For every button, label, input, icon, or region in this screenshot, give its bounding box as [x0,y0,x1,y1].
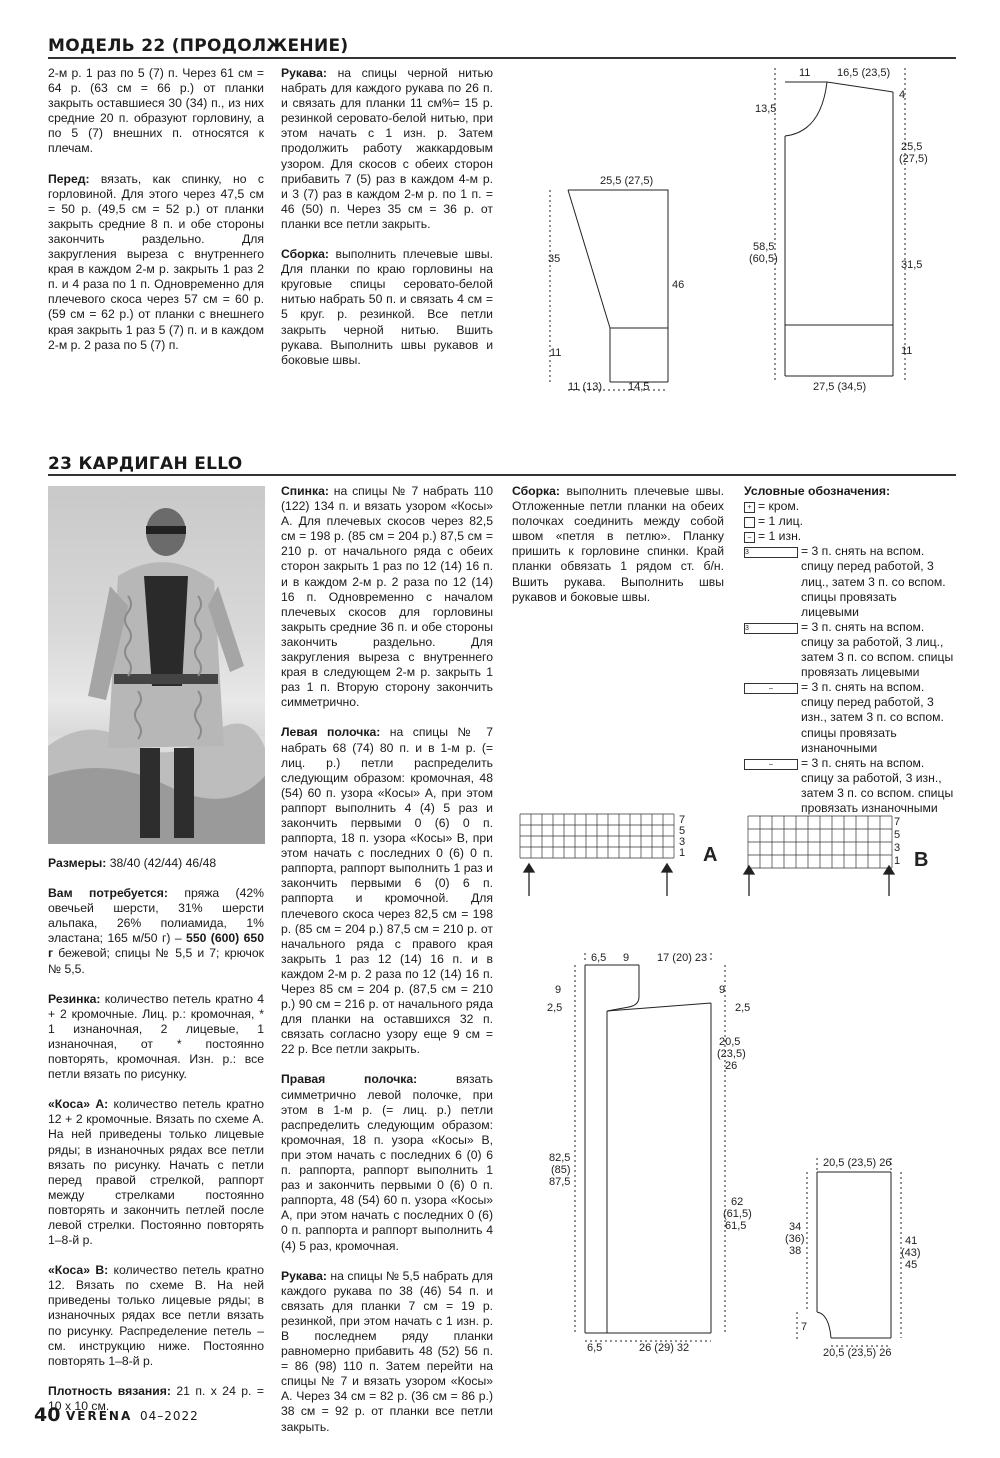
dim: 61,5 [725,1220,747,1232]
chart-a [510,810,725,900]
divider [48,57,956,59]
dim: (36) [785,1233,805,1245]
right-front-paragraph [281,1072,493,1253]
chart-b [740,810,940,900]
cable-front-knit-icon: 3 [744,547,798,558]
sleeves-label: Рукава: [281,66,327,80]
sizes-paragraph [48,856,264,871]
sleeves-paragraph [281,66,493,232]
legend-text: = 3 п. снять на вспом. спицу за работой, 3 лиц., затем 3 п. со вспом. спицы провязать лицевыми [801,619,954,680]
sleeves-text: на спицы черной нитью набрать для каждого рукава по 26 п. и связать для планки 11 см%= 15 р. резинкой серовато-белой нитью, при этом начать с 1 изн. р. Затем продолжить работу жаккардовым узором. Для скосов с обеих сторон прибавить 7 (5) раз в каждом 4-м р. и 3 (7) раз в каждом 2-м р. по 1 п. = 46 (50) п. Через 35 см = 36 р. от планки все петли закрыть. [281,66,493,231]
cableB-label: «Коса» В: [48,1263,109,1278]
dim: 7 [801,1321,808,1333]
front-paragraph [48,172,264,353]
dim: 9 [719,984,726,996]
dim-top-b: 16,5 (23,5) [837,67,891,79]
legend-text: = 3 п. снять на вспом. спицу перед работой, 3 изн., затем 3 п. со вспом. спицы провязать изнаночными [801,680,944,755]
dim: 82,5 [549,1152,571,1164]
dim: 41 [905,1235,918,1247]
gauge-label: Плотность вязания: [48,1383,171,1398]
need-label: Вам потребуется: [48,886,168,901]
assembly-text: выполнить плечевые швы. Отложенные петли планки на обеих полочках соединить между собой швом «петля в петлю». Планку пришить к горловине спинки. Край планки обвязать 1 рядом ст. б/н. Вшить рукава. Выполнить швы рукавов и боковые швы. [512,484,724,604]
cable-back-knit-icon: 3 [744,623,798,634]
row-label: 1 [894,855,901,867]
chart-a-label: A [703,844,718,866]
legend-item [744,680,956,755]
edge-stitch-icon: + [744,502,755,513]
dim: 17 (20) 23 [657,952,708,964]
assembly-text: выполнить плечевые швы. Для планки по краю горловины на круговые спицы серовато-белой нитью набрать 50 п. и связать 4 см = 5 круг. р. резинкой. Все петли закрыть черной нитью. Вшить рукава. Выполнить швы рукавов и боковые швы. [281,247,493,367]
legend-text: = 1 лиц. [758,514,803,529]
cable-front-purl-icon: – [744,683,798,694]
assembly-paragraph [512,484,724,605]
left-front-label: Левая полочка: [281,725,381,740]
model23-front-schematic [535,945,765,1365]
rib-label: Резинка: [48,991,101,1006]
legend-title: Условные обозначения: [744,484,891,498]
back-paragraph [281,484,493,710]
row-label: 5 [679,825,686,837]
dim: 87,5 [549,1176,571,1188]
dim: 20,5 (23,5) 26 [823,1347,892,1359]
photo-illustration [48,486,265,844]
dim-width: 27,5 (34,5) [813,381,867,393]
right-front-text: вязать симметрично левой полочке, при этом в 1-м р. (= лиц. р.) петли распределить следующим образом: кромочная, 18 п. узора «Косы» В, при этом начать с последних 6 (0) 6 п. раппорта, раппорт выполнить 1 раз и закончить первыми 0 (6) 0 п. раппорта, 48 (54) 60 п. узора «Косы» А, при этом начать с последних 0 (6) 0 п. раппорта и раппорт выполнить 4 (4) 5 раз, кромочная. [281,1072,493,1253]
cableA-paragraph [48,1097,264,1248]
row-label: 5 [894,829,901,841]
need-text: пряжа (42% овечьей шерсти, 31% шерсти альпака, 26% полиамида, 1% эластана; 165 м/50 г) – [48,886,264,946]
divider [48,474,956,476]
rib-text: количество петель кратно 4 + 2 кромочные. Лиц. р.: кромочная, * 1 изнаночная, 2 лицевые, 1 изнаночная, от * постоянно повторять, кромочная. Изн. р.: все петли вязать по рисунку. [48,991,264,1082]
legend-item [744,529,956,544]
legend-item [744,756,956,816]
model22-col1 [48,66,264,368]
dim-mid: 31,5 [901,259,923,271]
legend-item [744,544,956,619]
dim: 26 [725,1060,738,1072]
model-photo [48,486,265,844]
model23-col1 [48,856,264,1429]
dim-bottom-a: 11 (13) [568,381,603,393]
cableB-text: количество петель кратно 12. Вязать по схеме В. На ней приведены только лицевые ряды; в изнаночных рядах все петли вязать по рисунку. Распределение петель – см. инструкцию ниже. Постоянно повторять 1–8-й р. [48,1263,264,1368]
dim: 20,5 [719,1036,741,1048]
row-label: 1 [679,847,686,859]
purl-stitch-icon: – [744,532,755,543]
dim: 6,5 [591,952,607,964]
rib-paragraph [48,992,264,1083]
sleeve-outline [568,190,668,328]
cable-back-purl-icon: – [744,759,798,770]
back-text: на спицы № 7 набрать 110 (122) 134 п. и вязать узором «Косы» А. Для плечевых скосов через 82,5 см = 198 р. (85 см = 204 р.) 87,5 см = 210 р. от начального ряда с обеих сторон закрыть 1 раз по 12 (14) 16 п. и в каждом 2-м р. 2 раза по 12 (14) 16 п. Одновременно с началом плечевых скосов для горловины закрыть средние 36 п. и обе стороны закончить раздельно. Для закругления выреза с внутреннего края в следующем 2-м р. закрыть 1 раз 1 п. Вторую сторону закончить симметрично. [281,484,493,710]
chart-b-label: B [914,849,929,871]
model22-sleeve-schematic [520,170,700,400]
left-front-paragraph [281,725,493,1057]
legend-item [744,499,956,514]
right-front-label: Правая полочка: [281,1072,418,1087]
legend-item [744,620,956,680]
dim: 34 [789,1221,802,1233]
dim-upper: 25,5 [901,141,923,153]
dim-bottom-b: 14,5 [628,381,650,393]
need-text2: бежевой; спицы № 5,5 и 7; крючок № 5,5. [48,946,264,976]
row-label: 3 [894,842,901,854]
front-text: вязать, как спинку, но с горловиной. Для этого через 47,5 см = 50 р. (49,5 см = 52 р.) от планки закрыть средние 8 п. и обе стороны закончить раздельно. Для закругления выреза с внутреннего края в каждом 2-м р. закрыть 1 раз 2 п. и 4 раза по 1 п. Одновременно для плечевого скоса через 57 см = 60 р. (59 см = 62 р.) от планки с внешнего края закрыть 1 раз 5 (7) п. и в каждом 2-м р. 2 раза по 5 (7) п. [48,171,264,352]
dim: (23,5) [717,1048,746,1060]
dim: 38 [789,1245,802,1257]
sleeve-paragraph [281,1269,493,1435]
legend-text: = 3 п. снять на вспом. спицу перед работой, 3 лиц., затем 3 п. со вспом. спицы провязать лицевыми [801,544,946,619]
sizes-text: 38/40 (42/44) 46/48 [106,856,217,870]
magazine-name: VERENA [66,1409,133,1423]
dim: (85) [551,1164,571,1176]
cableB-paragraph [48,1263,264,1369]
dim: 45 [905,1259,918,1271]
dim: (43) [901,1247,921,1259]
sleeve-text: на спицы № 5,5 набрать для каждого рукава по 38 (46) 54 п. и связать для планки 7 см = 19 р. резинкой, при этом начать с 1 изн. р. В последнем ряду планки равномерно прибавить 48 (52) 56 п. = 86 (98) 110 п. Затем перейти на спицы № 7 и вязать узором «Косы» А. Через 34 см = 82 р. (36 см = 86 р.) 38 см = 92 р. от планки все петли закрыть. [281,1268,493,1434]
legend-item [744,514,956,529]
row-label: 7 [679,814,686,826]
dim-right: 46 [672,279,685,291]
row-label: 7 [894,816,901,828]
model23-col3 [512,484,724,620]
section-title-model23: 23 КАРДИГАН ELLO [48,454,243,474]
issue-number: 04–2022 [140,1409,199,1423]
assembly-label: Сборка: [512,484,560,498]
gauge-text: 21 п. х 24 р. = 10 х 10 см. [48,1383,264,1413]
dim-band: 11 [901,345,913,357]
dim: 9 [555,984,562,996]
dim-neck: 13,5 [755,103,777,115]
section-title-model22: МОДЕЛЬ 22 (ПРОДОЛЖЕНИЕ) [48,36,349,56]
model22-col2 [281,66,493,383]
row-label: 3 [679,836,686,848]
legend-text: = 3 п. снять на вспом. спицу за работой, 3 изн., затем 3 п. со вспом. спицы провязать изнаночными [801,755,954,815]
knit-stitch-icon [744,517,755,528]
dim-top: 25,5 (27,5) [600,175,654,187]
dim: 62 [731,1196,744,1208]
assembly-label: Сборка: [281,247,329,262]
dim-total2: (60,5) [749,253,778,265]
dim-upper2: (27,5) [899,153,928,165]
dim-total: 58,5 [753,241,775,253]
dim-left: 35 [548,253,561,265]
dim: 2,5 [547,1002,563,1014]
front-label: Перед: [48,171,90,186]
dim: 9 [623,952,630,964]
left-front-text: на спицы № 7 набрать 68 (74) 80 п. и в 1-м р. (= лиц. р.) петли распределить следующим образом: кромочная, 48 (54) 60 п. узора «Косы» А, при этом раппорт выполнить 4 (4) 5 раз и закончить первыми 0 (6) 0 п. раппорта, 18 п. узора «Косы» В, при этом начать с последних 0 (6) 0 п. раппорта, раппорт выполнить 1 раз и закончить первыми 6 (0) 6 п. раппорта и кромочной. Для плечевого скоса через 82,5 см = 198 р. (85 см = 204 р.) 87,5 см = 210 р. от начального ряда с правого края закрыть 1 раз 12 (14) 16 п. и в каждом 2-м р. 2 раза по 12 (14) 16 п. Через 85 см = 204 р. (87,5 см = 210 р.) 90 см = 216 р. от начального ряда для планки на оставшихся 32 п. связать согласно узору еще 9 см = 22 р. Все петли закрыть. [281,725,493,1057]
dim: 6,5 [587,1342,603,1354]
dim-top-a: 11 [799,67,811,79]
dim: 2,5 [735,1002,751,1014]
legend-text: = кром. [758,499,800,514]
assembly-paragraph [281,247,493,368]
need-paragraph [48,886,264,977]
sleeve-label: Рукава: [281,1268,327,1283]
paragraph: 2-м р. 1 раз по 5 (7) п. Через 61 см = 64 р. (63 см = 66 р.) от планки закрыть оставшиеся 30 (34) п., из них средние 20 п. образуют горловину, а по 5 (7) внешних п. относятся к плечам. [48,66,264,156]
cableA-text: количество петель кратно 12 + 2 кромочные. Вязать по схеме А. На ней приведены только лицевые ряды; в изнаночных рядах все петли вязать по рисунку. Начать с петли перед правой стрелкой, раппорт между стрелками постоянно повторять и закончить петлей после левой стрелки. Постоянно повторять 1–8-й р. [48,1097,264,1248]
legend [744,484,956,816]
dim: 26 (29) 32 [639,1342,690,1354]
back-label: Спинка: [281,484,329,498]
legend-text: = 1 изн. [758,529,802,544]
page-number: 40 [34,1404,61,1426]
dim-cuff: 11 [550,347,562,359]
model23-col2 [281,484,493,1450]
need-bold: 550 (600) 650 г [48,931,264,961]
model22-body-schematic [745,60,935,400]
dim: 20,5 (23,5) 26 [823,1157,892,1169]
dim-shoulder: 4 [899,89,906,101]
dim: (61,5) [723,1208,752,1220]
model23-sleeve-schematic [785,1150,935,1365]
sizes-label: Размеры: [48,856,107,870]
cableA-label: «Коса» А: [48,1097,109,1112]
